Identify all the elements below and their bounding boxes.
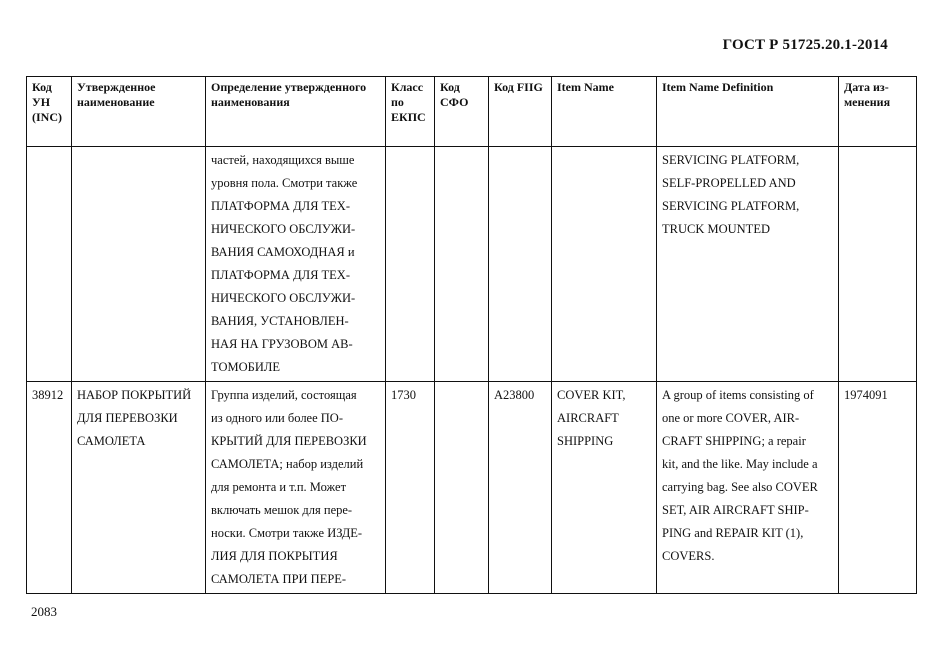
cell-item-name xyxy=(552,382,657,594)
approved-name-line: ДЛЯ ПЕРЕВОЗКИ xyxy=(77,411,178,425)
header-item-name: Item Name xyxy=(552,77,657,147)
item-definition-line: PING and REPAIR KIT (1), xyxy=(662,526,804,540)
definition-line: для ремонта и т.п. Может xyxy=(211,480,347,494)
item-name-line: SHIPPING xyxy=(557,434,614,448)
item-name-line: AIRCRAFT xyxy=(557,411,619,425)
header-class: Класс по ЕКПС xyxy=(386,77,435,147)
item-definition-line: SET, AIR AIRCRAFT SHIP- xyxy=(662,503,809,517)
cell-definition xyxy=(206,382,386,594)
definition-line: носки. Смотри также ИЗДЕ- xyxy=(211,526,363,540)
page-number: 2083 xyxy=(31,604,57,619)
table-header-row xyxy=(27,77,917,147)
definition-line: ВАНИЯ САМОХОДНАЯ и xyxy=(211,245,355,259)
cell-definition xyxy=(206,147,386,382)
definition-line: ПЛАТФОРМА ДЛЯ ТЕХ- xyxy=(211,268,350,282)
nomenclature-table xyxy=(26,76,917,594)
item-definition-line: COVERS. xyxy=(662,549,715,563)
item-definition-line: CRAFT SHIPPING; a repair xyxy=(662,434,806,448)
item-definition-line: SERVICING PLATFORM, xyxy=(662,153,800,167)
header-fiig: Код FIIG xyxy=(489,77,552,147)
item-definition-line: one or more COVER, AIR- xyxy=(662,411,800,425)
table-row xyxy=(27,382,917,594)
header-item-name-definition: Item Name Definition xyxy=(657,77,839,147)
definition-line: САМОЛЕТА; набор изделий xyxy=(211,457,364,471)
cell-class: 1730 xyxy=(386,382,435,594)
item-name-line: COVER KIT, xyxy=(557,388,626,402)
table-row xyxy=(27,147,917,382)
definition-line: ВАНИЯ, УСТАНОВЛЕН- xyxy=(211,314,349,328)
definition-line: САМОЛЕТА ПРИ ПЕРЕ- xyxy=(211,572,347,586)
cell-item-name-definition xyxy=(657,382,839,594)
definition-line: НИЧЕСКОГО ОБСЛУЖИ- xyxy=(211,222,356,236)
document-standard-number: ГОСТ Р 51725.20.1-2014 xyxy=(722,37,888,53)
definition-line: ПЛАТФОРМА ДЛЯ ТЕХ- xyxy=(211,199,350,213)
definition-line: ЛИЯ ДЛЯ ПОКРЫТИЯ xyxy=(211,549,338,563)
item-definition-line: SELF-PROPELLED AND xyxy=(662,176,796,190)
item-definition-line: kit, and the like. May include a xyxy=(662,457,818,471)
approved-name-line: НАБОР ПОКРЫТИЙ xyxy=(77,388,192,402)
item-definition-line: SERVICING PLATFORM, xyxy=(662,199,800,213)
item-definition-line: A group of items consisting of xyxy=(662,388,814,402)
definition-line: включать мешок для пере- xyxy=(211,503,353,517)
definition-line: ТОМОБИЛЕ xyxy=(211,360,280,374)
definition-line: НИЧЕСКОГО ОБСЛУЖИ- xyxy=(211,291,356,305)
definition-line: НАЯ НА ГРУЗОВОМ АВ- xyxy=(211,337,353,351)
cell-item-name xyxy=(552,147,657,382)
definition-line: Группа изделий, состоящая xyxy=(211,388,357,402)
cell-fiig xyxy=(489,147,552,382)
cell-change-date xyxy=(839,147,917,382)
item-definition-line: carrying bag. See also COVER xyxy=(662,480,818,494)
cell-inc xyxy=(27,147,72,382)
cell-change-date: 1974091 xyxy=(839,382,917,594)
definition-line: частей, находящихся выше xyxy=(211,153,355,167)
header-inc: Код УН (INC) xyxy=(27,77,72,147)
cell-inc: 38912 xyxy=(27,382,72,594)
cell-sfo xyxy=(435,382,489,594)
cell-approved-name xyxy=(72,147,206,382)
cell-sfo xyxy=(435,147,489,382)
header-definition: Определение утвержденного наименования xyxy=(206,77,386,147)
definition-line: КРЫТИЙ ДЛЯ ПЕРЕВОЗКИ xyxy=(211,434,367,448)
item-definition-line: TRUCK MOUNTED xyxy=(662,222,770,236)
approved-name-line: САМОЛЕТА xyxy=(77,434,146,448)
header-approved-name: Утвержденное наименование xyxy=(72,77,206,147)
cell-fiig: A23800 xyxy=(489,382,552,594)
header-change-date: Дата из-менения xyxy=(839,77,917,147)
definition-line: из одного или более ПО- xyxy=(211,411,343,425)
cell-class xyxy=(386,147,435,382)
cell-approved-name xyxy=(72,382,206,594)
definition-line: уровня пола. Смотри также xyxy=(211,176,358,190)
header-sfo: Код СФО xyxy=(435,77,489,147)
cell-item-name-definition xyxy=(657,147,839,382)
